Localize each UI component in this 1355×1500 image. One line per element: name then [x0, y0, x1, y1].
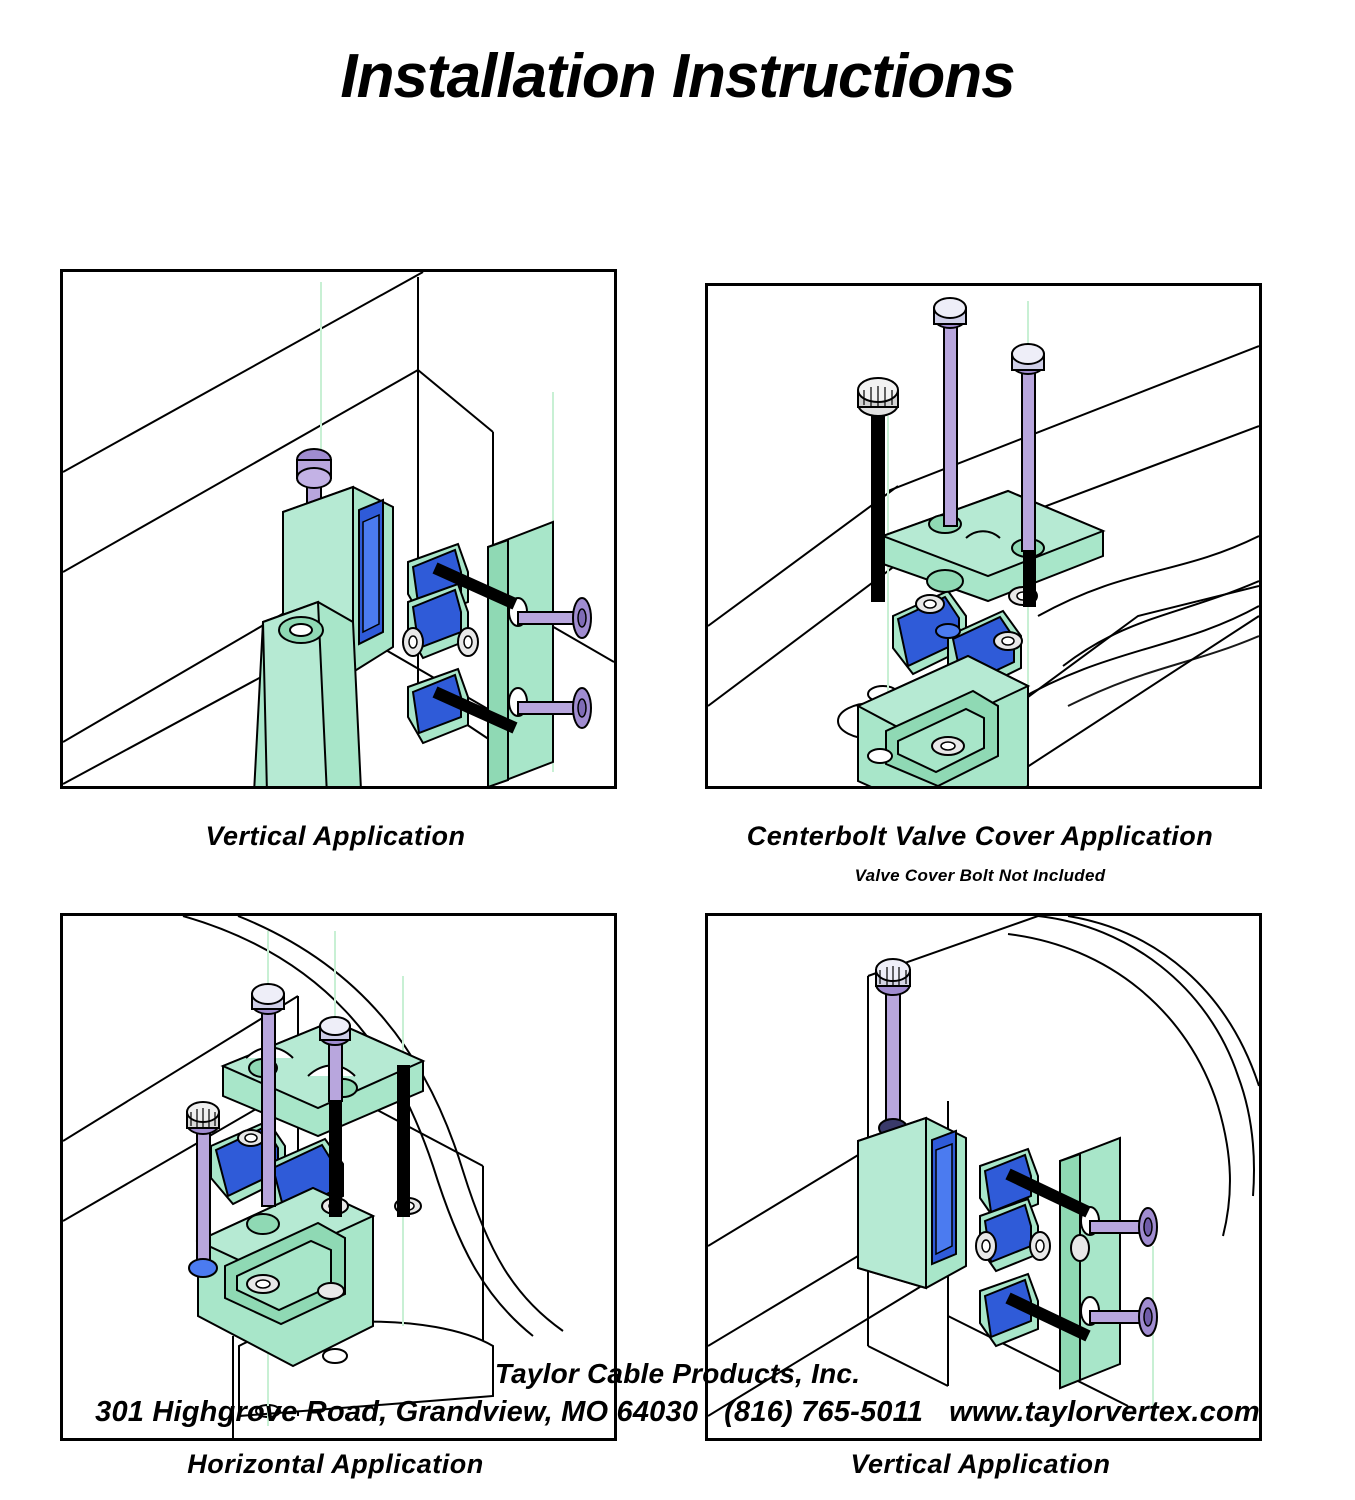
caption-panel-vertical-bottom-right: Vertical Application — [850, 1449, 1111, 1480]
page-title: Installation Instructions — [340, 42, 1015, 111]
bolt-centerbolt-left — [934, 298, 966, 526]
contact-line — [0, 1396, 1355, 1429]
caption-panel-vertical-top-left: Vertical Application — [205, 821, 466, 852]
separator-upper-plate — [883, 491, 1103, 601]
company-name: Taylor Cable Products, Inc. — [494, 1358, 861, 1389]
panel-vertical-top-left — [60, 269, 617, 789]
mounting-bracket — [228, 602, 363, 786]
subcaption-panel-centerbolt: Valve Cover Bolt Not Included — [854, 866, 1106, 886]
street-address: 301 Highgrove Road, Grandview, MO 64030 — [95, 1396, 699, 1428]
illustration-vertical-application-top-left — [63, 272, 614, 786]
bracket-plate-right-br — [1060, 1138, 1120, 1388]
website-link[interactable]: www.taylorvertex.com — [949, 1396, 1260, 1428]
illustration-centerbolt-valve-cover — [708, 286, 1259, 786]
caption-panel-horizontal: Horizontal Application — [187, 1449, 484, 1480]
separator-lower-bracket-horizontal — [198, 1188, 373, 1366]
bolt-vertical-br — [876, 959, 910, 1137]
footer — [0, 1358, 1355, 1429]
phone-number: (816) 765-5011 — [724, 1396, 924, 1428]
separator-body-br — [858, 1118, 966, 1288]
panel-centerbolt-valve-cover — [705, 283, 1262, 789]
caption-panel-centerbolt: Centerbolt Valve Cover Application — [746, 821, 1214, 852]
bracket-plate-right — [488, 522, 553, 786]
